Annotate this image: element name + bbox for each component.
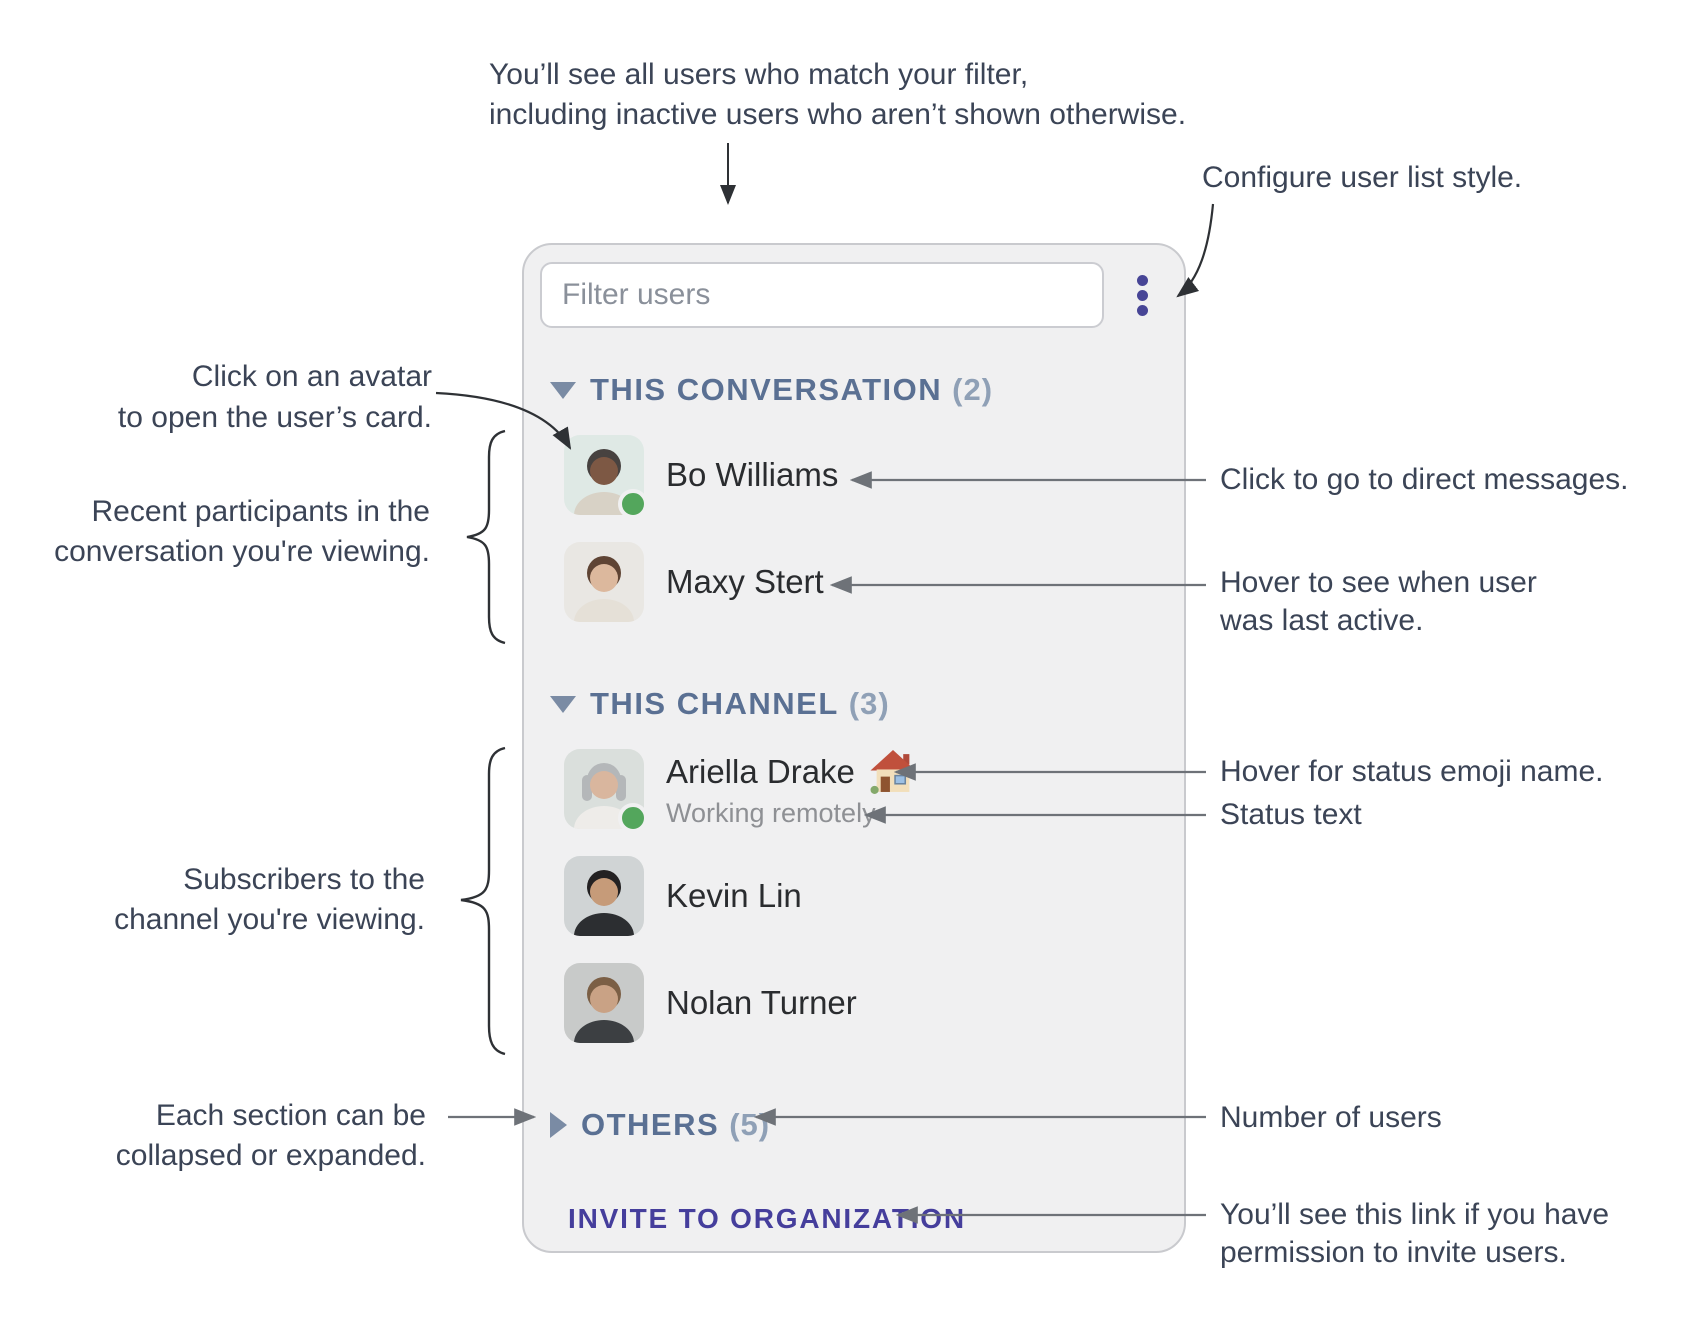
vertical-ellipsis-icon [1137,305,1148,316]
avatar-image [564,856,644,936]
user-name[interactable]: Nolan Turner [666,984,857,1021]
online-indicator [618,489,648,519]
house-emoji [869,749,917,794]
avatar[interactable] [564,435,644,515]
user-text [666,984,857,1022]
user-text [666,563,824,601]
vertical-ellipsis-icon [1137,290,1148,301]
user-row[interactable] [564,435,1168,515]
section-header-this-conversation[interactable] [550,372,1168,408]
note-line: collapsed or expanded. [115,1139,426,1172]
last-active-note [1220,564,1537,640]
triangle-right-icon[interactable] [550,1112,567,1138]
filter-users-input[interactable] [540,262,1104,328]
user-name[interactable]: Bo Williams [666,456,839,493]
note-line: Hover to see when user [1220,566,1537,599]
note-line: Recent participants in the [91,495,430,528]
avatar[interactable] [564,856,644,936]
section-count: (2) [952,372,994,407]
user-text [666,877,802,915]
user-row[interactable] [564,749,1168,829]
section-header-this-channel[interactable] [550,686,1168,722]
triangle-down-icon[interactable] [550,696,576,713]
direct-messages-note: Click to go to direct messages. [1220,463,1629,496]
vertical-ellipsis-icon [1137,275,1148,286]
user-row[interactable] [564,542,1168,622]
section-label: THIS CHANNEL [590,686,839,721]
filter-row [540,262,1168,328]
triangle-down-icon[interactable] [550,382,576,399]
avatar[interactable] [564,542,644,622]
note-line: You’ll see this link if you have [1220,1198,1610,1231]
note-line: Click on an avatar [191,360,432,393]
note-line: conversation you're viewing. [54,535,430,568]
user-name[interactable]: Ariella Drake [666,752,855,790]
section-label: THIS CONVERSATION [590,372,943,407]
brace-conversation-rows [467,431,505,643]
note-line: Subscribers to the [183,863,425,896]
avatar-image [564,542,644,622]
online-indicator [618,803,648,833]
section-header-others[interactable] [550,1107,1168,1143]
user-status-text: Working remotely [666,798,876,828]
note-line: was last active. [1220,604,1424,637]
note-line: including inactive users who aren’t shown otherwise. [489,98,1187,131]
user-row[interactable] [564,856,1168,936]
user-row[interactable] [564,963,1168,1043]
note-line: You’ll see all users who match your filter, [489,58,1029,91]
note-line: channel you're viewing. [114,903,425,936]
collapse-expand-note [40,1096,426,1176]
avatar[interactable] [564,749,644,829]
configure-style-note: Configure user list style. [1202,161,1523,194]
user-name[interactable]: Kevin Lin [666,877,802,914]
user-name[interactable]: Maxy Stert [666,563,824,600]
invite-permission-note [1220,1196,1609,1272]
user-count-note: Number of users [1220,1101,1442,1134]
avatar-click-note [60,356,432,438]
section-count: (5) [729,1107,771,1142]
subscribers-note [40,860,425,940]
recent-participants-note [40,492,430,572]
user-text [666,749,917,829]
section-label: OTHERS [581,1107,720,1142]
avatar[interactable] [564,963,644,1043]
invite-to-organization-link[interactable]: INVITE TO ORGANIZATION [568,1203,966,1234]
user-sections [540,372,1168,1143]
status-emoji-note: Hover for status emoji name. [1220,755,1604,788]
user-text [666,456,838,494]
filter-results-note [489,55,1186,135]
brace-channel-rows [461,748,505,1054]
user-list-menu-button[interactable] [1116,275,1168,316]
user-list-panel [522,243,1186,1253]
status-text-note: Status text [1220,798,1362,831]
note-line: to open the user’s card. [117,401,432,434]
note-line: permission to invite users. [1220,1236,1567,1269]
section-count: (3) [848,686,890,721]
note-line: Each section can be [155,1099,426,1132]
avatar-image [564,963,644,1043]
